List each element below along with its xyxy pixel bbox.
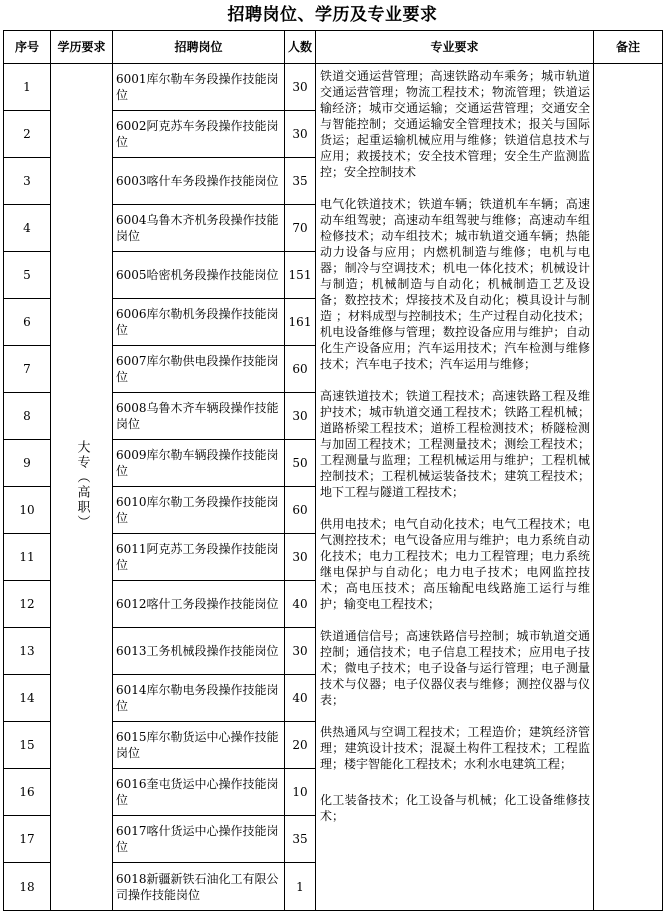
row-index: 13 [4, 628, 51, 675]
row-count: 70 [285, 205, 316, 252]
row-index: 10 [4, 487, 51, 534]
row-post: 6015库尔勒货运中心操作技能岗位 [113, 722, 285, 769]
row-count: 20 [285, 722, 316, 769]
row-post: 6011阿克苏工务段操作技能岗位 [113, 534, 285, 581]
major-group: 化工装备技术；化工设备与机械；化工设备维修技术； [320, 793, 590, 823]
major-group: 高速铁道技术；铁道工程技术；高速铁路工程及维护技术；城市轨道交通工程技术；铁路工程机械；道路桥梁工程技术；道桥工程检测技术；桥隧检测与加固工程技术；工程测量技术；测绘工程技术；工程测量与监理；工程机械运用与维护；工程机械控制技术；工程机械运装备技术；建筑工程技术；地下工程与隧道工程技术； [320, 389, 590, 499]
table-row [4, 64, 663, 111]
row-index: 3 [4, 158, 51, 205]
row-index: 5 [4, 252, 51, 299]
row-index: 11 [4, 534, 51, 581]
header-count: 人数 [285, 31, 316, 64]
row-count: 30 [285, 111, 316, 158]
header-index: 序号 [4, 31, 51, 64]
row-post: 6010库尔勒工务段操作技能岗位 [113, 487, 285, 534]
row-post: 6001库尔勒车务段操作技能岗位 [113, 64, 285, 111]
major-group: 铁道通信信号；高速铁路信号控制；城市轨道交通控制；通信技术；电子信息工程技术；应用电子技术；微电子技术；电子设备与运行管理；电子测量技术与仪器；电子仪器仪表与维修；测控仪器与仪表； [320, 629, 590, 707]
row-post: 6002阿克苏车务段操作技能岗位 [113, 111, 285, 158]
row-count: 60 [285, 487, 316, 534]
major-group: 供用电技术；电气自动化技术；电气工程技术；电气测控技术；电气设备应用与维护；电力系统自动化技术；电力工程技术；电力工程管理；电力系统继电保护与自动化；电力电子技术；电网监控技术；高电压技术；高压输配电线路施工运行与维护；输变电工程技术； [320, 517, 590, 611]
row-index: 16 [4, 769, 51, 816]
major-group: 铁道交通运营管理；高速铁路动车乘务；城市轨道交通运营管理；物流工程技术；物流管理；铁道运输经济；城市交通运输；交通运营管理；交通安全与智能控制；交通运输安全管理技术；报关与国际货运；起重运输机械应用与维修；铁道信息技术与应用；救援技术；安全技术管理；安全生产监测监控；安全控制技术 [320, 69, 590, 179]
row-count: 35 [285, 816, 316, 863]
row-count: 30 [285, 628, 316, 675]
row-count: 40 [285, 581, 316, 628]
row-index: 9 [4, 440, 51, 487]
row-count: 1 [285, 863, 316, 911]
row-index: 4 [4, 205, 51, 252]
header-note: 备注 [594, 31, 663, 64]
note-cell [594, 64, 663, 911]
row-post: 6017喀什货运中心操作技能岗位 [113, 816, 285, 863]
row-post: 6007库尔勒供电段操作技能岗位 [113, 346, 285, 393]
row-index: 8 [4, 393, 51, 440]
row-post: 6013工务机械段操作技能岗位 [113, 628, 285, 675]
row-post: 6003喀什车务段操作技能岗位 [113, 158, 285, 205]
row-count: 161 [285, 299, 316, 346]
row-index: 18 [4, 863, 51, 911]
row-post: 6012喀什工务段操作技能岗位 [113, 581, 285, 628]
row-post: 6008乌鲁木齐车辆段操作技能岗位 [113, 393, 285, 440]
row-index: 2 [4, 111, 51, 158]
row-count: 60 [285, 346, 316, 393]
row-index: 15 [4, 722, 51, 769]
row-index: 14 [4, 675, 51, 722]
row-post: 6014库尔勒电务段操作技能岗位 [113, 675, 285, 722]
row-count: 35 [285, 158, 316, 205]
header-major: 专业要求 [316, 31, 594, 64]
row-post: 6006库尔勒机务段操作技能岗位 [113, 299, 285, 346]
row-count: 10 [285, 769, 316, 816]
education-cell [51, 64, 113, 911]
row-count: 30 [285, 534, 316, 581]
major-cell [316, 64, 594, 911]
page-title: 招聘岗位、学历及专业要求 [227, 5, 438, 25]
row-count: 30 [285, 64, 316, 111]
row-count: 50 [285, 440, 316, 487]
row-index: 1 [4, 64, 51, 111]
row-index: 17 [4, 816, 51, 863]
row-post: 6018新疆新铁石油化工有限公司操作技能岗位 [113, 863, 285, 911]
row-post: 6009库尔勒车辆段操作技能岗位 [113, 440, 285, 487]
row-post: 6004乌鲁木齐机务段操作技能岗位 [113, 205, 285, 252]
row-count: 151 [285, 252, 316, 299]
row-index: 6 [4, 299, 51, 346]
row-index: 12 [4, 581, 51, 628]
education-value: 大专（高职） [74, 440, 90, 530]
row-count: 30 [285, 393, 316, 440]
row-count: 40 [285, 675, 316, 722]
header-education: 学历要求 [51, 31, 113, 64]
major-group: 电气化铁道技术；铁道车辆；铁道机车车辆；高速动车组驾驶；高速动车组驾驶与维修；高速动车组检修技术；动车组技术；城市轨道交通车辆；热能动力设备与应用；内燃机制造与维修；电机与电器；制冷与空调技术；机电一体化技术；机械设计与制造；机械制造与自动化；机械制造工艺及设备；数控技术；焊接技术及自动化；模具设计与制造 ；材料成型与控制技术；生产过程自动化技术；机电设备维修与管理；数控设备应用与维护；自动化生产设备应用；汽车运用技术；汽车检测与维修技术；汽车电子技术；汽车运用与维修； [320, 197, 590, 371]
header-post: 招聘岗位 [113, 31, 285, 64]
row-post: 6016奎屯货运中心操作技能岗位 [113, 769, 285, 816]
major-group: 供热通风与空调工程技术；工程造价；建筑经济管理；建筑设计技术；混凝土构件工程技术；工程监理；楼宇智能化工程技术；水利水电建筑工程； [320, 725, 590, 771]
header-row [4, 31, 663, 64]
row-post: 6005哈密机务段操作技能岗位 [113, 252, 285, 299]
requirements-table [3, 30, 663, 911]
row-index: 7 [4, 346, 51, 393]
